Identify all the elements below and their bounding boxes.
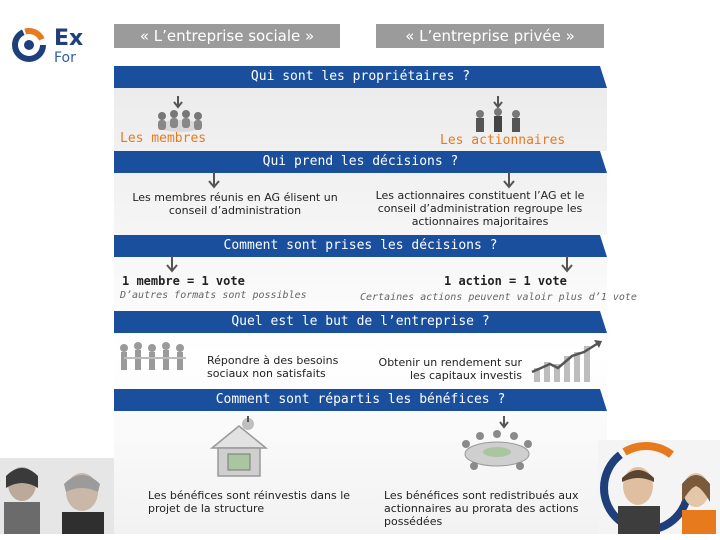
how-right-rule: 1 action = 1 vote (444, 274, 567, 288)
bar-owners-title: Qui sont les propriétaires ? (250, 69, 471, 84)
bar-profits-title: Comment sont répartis les bénéfices ? (215, 392, 506, 407)
how-right-note: Certaines actions peuvent valoir plus d’1 vote (360, 292, 637, 303)
goal-left-text: Répondre à des besoins sociaux non satisfaits (207, 354, 339, 380)
growth-chart-icon (528, 338, 606, 384)
bar-how-decisions (114, 235, 607, 257)
bar-goal-title: Quel est le but de l’entreprise ? (231, 314, 490, 329)
bar-owners (114, 66, 607, 88)
private-team-photo (598, 440, 720, 534)
owners-right-label: Les actionnaires (440, 133, 566, 148)
logo-swirl-icon (8, 24, 50, 66)
decisions-right-text: Les actionnaires constituent l’AG et le conseil d’administration regroupe les actionnaires majoritaires (375, 189, 585, 228)
logo-text-main: Ex (54, 26, 84, 51)
header-private-enterprise: « L’entreprise privée » (376, 24, 604, 48)
social-team-photo (0, 458, 114, 534)
logo-text-sub: For (54, 50, 76, 66)
goal-right-text: Obtenir un rendement sur les capitaux investis (378, 356, 522, 382)
bar-profits (114, 389, 607, 411)
shareholders-icon (466, 96, 530, 136)
bar-decisions (114, 151, 607, 173)
people-chain-icon (116, 336, 194, 378)
how-left-note: D’autres formats sont possibles (120, 290, 307, 301)
profits-right-text: Les bénéfices sont redistribués aux actionnaires au prorata des actions possédées (384, 489, 579, 528)
decisions-left-text: Les membres réunis en AG élisent un conseil d’administration (132, 191, 338, 217)
company-logo (8, 22, 98, 66)
arrow-down-icon (207, 172, 221, 192)
shareholders-meeting-icon (454, 416, 540, 478)
bar-decisions-title: Qui prend les décisions ? (262, 154, 459, 169)
owners-left-label: Les membres (120, 131, 207, 146)
arrow-down-icon (165, 256, 179, 276)
how-left-rule: 1 membre = 1 vote (122, 274, 245, 288)
arrow-down-icon (560, 256, 574, 276)
bar-goal (114, 311, 607, 333)
members-group-icon (150, 96, 210, 136)
profits-left-text: Les bénéfices sont réinvestis dans le projet de la structure (148, 489, 351, 515)
header-social-enterprise: « L’entreprise sociale » (114, 24, 340, 48)
bar-how-title: Comment sont prises les décisions ? (223, 238, 498, 253)
house-investment-icon (204, 414, 274, 484)
